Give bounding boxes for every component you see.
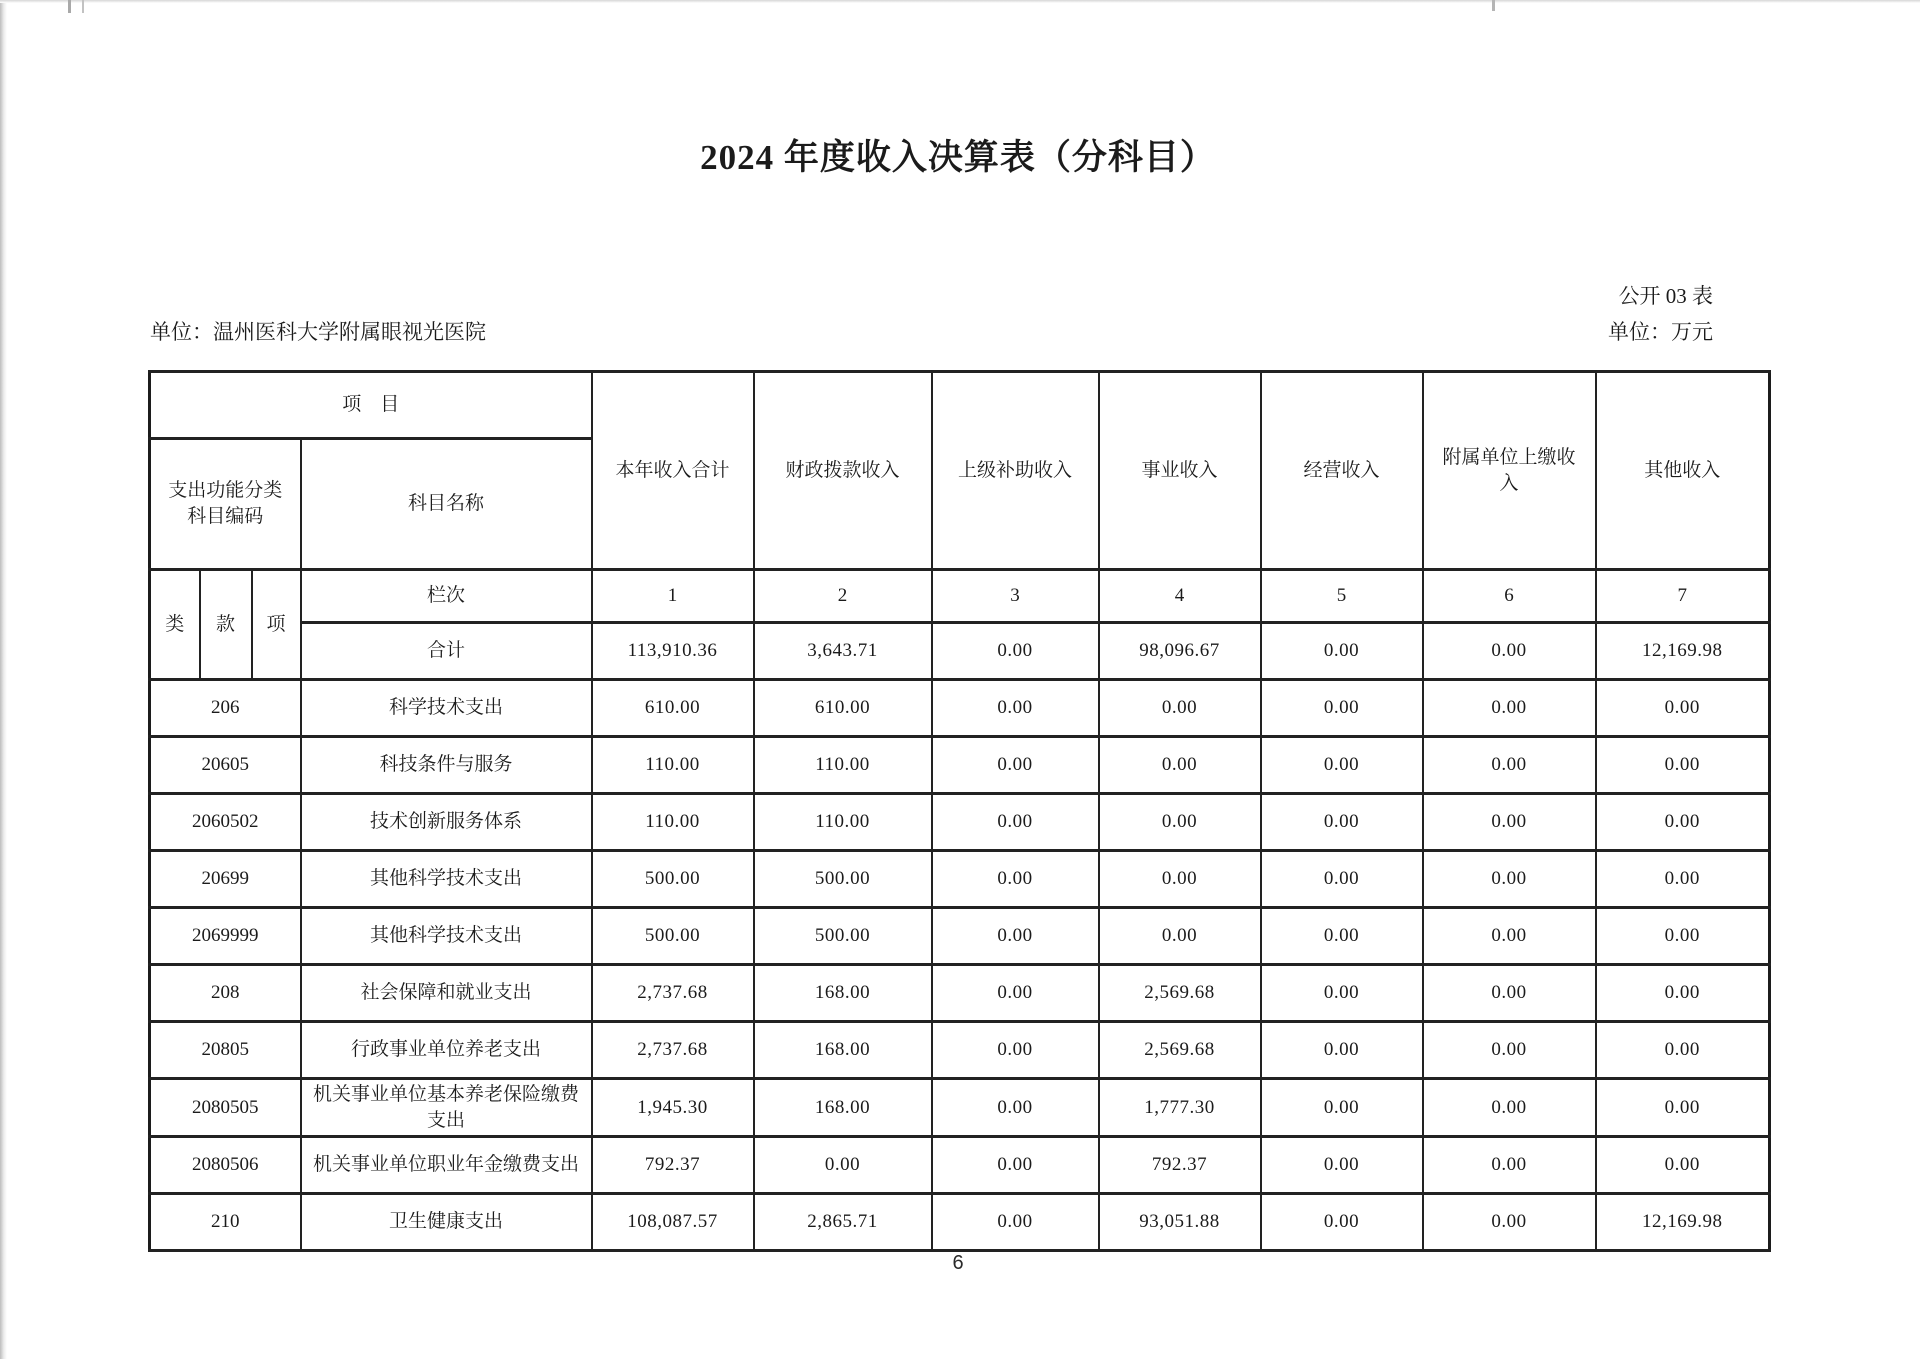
value-cell: 500.00 xyxy=(592,851,754,908)
column-number: 2 xyxy=(754,570,932,623)
header-item: 项 xyxy=(252,570,301,680)
value-cell: 1,777.30 xyxy=(1099,1079,1261,1137)
value-cell: 0.00 xyxy=(1099,908,1261,965)
value-cell: 610.00 xyxy=(754,680,932,737)
total-value: 113,910.36 xyxy=(592,623,754,680)
total-value: 0.00 xyxy=(1423,623,1596,680)
value-cell: 0.00 xyxy=(1596,908,1770,965)
code-cell: 2080506 xyxy=(150,1137,301,1194)
value-cell: 108,087.57 xyxy=(592,1194,754,1251)
total-row xyxy=(150,623,1770,680)
value-cell: 500.00 xyxy=(592,908,754,965)
header-sec: 款 xyxy=(200,570,252,680)
table-row xyxy=(150,1079,1770,1137)
value-cell: 0.00 xyxy=(1423,908,1596,965)
code-cell: 210 xyxy=(150,1194,301,1251)
value-cell: 0.00 xyxy=(1596,1079,1770,1137)
value-cell: 792.37 xyxy=(592,1137,754,1194)
value-cell: 0.00 xyxy=(1099,851,1261,908)
table-row xyxy=(150,1194,1770,1251)
header-row-project xyxy=(150,372,1770,439)
value-cell: 93,051.88 xyxy=(1099,1194,1261,1251)
name-cell: 卫生健康支出 xyxy=(301,1194,592,1251)
value-cell: 0.00 xyxy=(754,1137,932,1194)
value-cell: 0.00 xyxy=(1261,1079,1423,1137)
value-cell: 168.00 xyxy=(754,965,932,1022)
value-cell: 0.00 xyxy=(1423,737,1596,794)
header-col-operating: 经营收入 xyxy=(1261,372,1423,570)
code-cell: 2069999 xyxy=(150,908,301,965)
name-cell: 科技条件与服务 xyxy=(301,737,592,794)
value-cell: 0.00 xyxy=(1596,1137,1770,1194)
name-cell: 技术创新服务体系 xyxy=(301,794,592,851)
value-cell: 0.00 xyxy=(1261,794,1423,851)
value-cell: 0.00 xyxy=(1261,908,1423,965)
name-cell: 社会保障和就业支出 xyxy=(301,965,592,1022)
table-row xyxy=(150,737,1770,794)
header-col-superior: 上级补助收入 xyxy=(932,372,1099,570)
value-cell: 110.00 xyxy=(592,794,754,851)
value-cell: 610.00 xyxy=(592,680,754,737)
value-cell: 0.00 xyxy=(1423,794,1596,851)
value-cell: 168.00 xyxy=(754,1022,932,1079)
code-cell: 20699 xyxy=(150,851,301,908)
table-row xyxy=(150,1137,1770,1194)
code-cell: 20805 xyxy=(150,1022,301,1079)
value-cell: 2,865.71 xyxy=(754,1194,932,1251)
value-cell: 0.00 xyxy=(1099,794,1261,851)
value-cell: 0.00 xyxy=(1596,965,1770,1022)
table-row xyxy=(150,680,1770,737)
code-cell: 2060502 xyxy=(150,794,301,851)
total-value: 98,096.67 xyxy=(1099,623,1261,680)
header-col-fiscal: 财政拨款收入 xyxy=(754,372,932,570)
column-number: 5 xyxy=(1261,570,1423,623)
value-cell: 0.00 xyxy=(932,1137,1099,1194)
value-cell: 2,737.68 xyxy=(592,965,754,1022)
value-cell: 0.00 xyxy=(1423,1194,1596,1251)
value-cell: 0.00 xyxy=(1423,680,1596,737)
total-value: 3,643.71 xyxy=(754,623,932,680)
column-number: 7 xyxy=(1596,570,1770,623)
value-cell: 0.00 xyxy=(1596,851,1770,908)
code-cell: 208 xyxy=(150,965,301,1022)
table-row xyxy=(150,851,1770,908)
scan-artifact xyxy=(68,0,84,13)
name-cell: 机关事业单位职业年金缴费支出 xyxy=(301,1137,592,1194)
value-cell: 1,945.30 xyxy=(592,1079,754,1137)
column-number-row xyxy=(150,570,1770,623)
value-cell: 0.00 xyxy=(1261,965,1423,1022)
header-func-code-label: 支出功能分类科目编码 xyxy=(168,480,283,527)
value-cell: 2,569.68 xyxy=(1099,965,1261,1022)
value-cell: 0.00 xyxy=(1099,737,1261,794)
table-row xyxy=(150,908,1770,965)
page-title: 2024 年度收入决算表（分科目） xyxy=(700,138,1216,177)
value-cell: 0.00 xyxy=(1596,737,1770,794)
name-cell: 机关事业单位基本养老保险缴费支出 xyxy=(301,1079,592,1137)
header-col-business: 事业收入 xyxy=(1099,372,1261,570)
value-cell: 2,737.68 xyxy=(592,1022,754,1079)
value-cell: 110.00 xyxy=(754,737,932,794)
name-cell: 科学技术支出 xyxy=(301,680,592,737)
header-col-affiliated xyxy=(1423,372,1596,570)
table-row xyxy=(150,794,1770,851)
value-cell: 0.00 xyxy=(932,1022,1099,1079)
value-cell: 0.00 xyxy=(1596,680,1770,737)
value-cell: 0.00 xyxy=(1423,1022,1596,1079)
column-number: 1 xyxy=(592,570,754,623)
name-cell: 行政事业单位养老支出 xyxy=(301,1022,592,1079)
scan-edge-shadow xyxy=(0,0,7,1359)
rank-label: 栏次 xyxy=(301,570,592,623)
value-cell: 0.00 xyxy=(1423,1079,1596,1137)
code-cell: 206 xyxy=(150,680,301,737)
column-number: 4 xyxy=(1099,570,1261,623)
value-cell: 0.00 xyxy=(1423,851,1596,908)
page-number: 6 xyxy=(952,1252,964,1274)
value-cell: 0.00 xyxy=(1261,1137,1423,1194)
value-cell: 110.00 xyxy=(592,737,754,794)
value-cell: 168.00 xyxy=(754,1079,932,1137)
column-number: 3 xyxy=(932,570,1099,623)
header-col-total: 本年收入合计 xyxy=(592,372,754,570)
total-value: 12,169.98 xyxy=(1596,623,1770,680)
table-row xyxy=(150,1022,1770,1079)
value-cell: 0.00 xyxy=(1261,737,1423,794)
value-cell: 0.00 xyxy=(932,680,1099,737)
value-cell: 0.00 xyxy=(1596,794,1770,851)
document-page xyxy=(148,0,1768,1274)
header-project: 项 目 xyxy=(150,372,592,439)
value-cell: 0.00 xyxy=(932,965,1099,1022)
unit-name: 单位：温州医科大学附属眼视光医院 xyxy=(150,320,486,344)
total-value: 0.00 xyxy=(932,623,1099,680)
name-cell: 其他科学技术支出 xyxy=(301,908,592,965)
value-cell: 0.00 xyxy=(1261,680,1423,737)
unit-currency: 单位：万元 xyxy=(1608,320,1713,344)
value-cell: 0.00 xyxy=(932,851,1099,908)
column-number: 6 xyxy=(1423,570,1596,623)
value-cell: 0.00 xyxy=(1261,1022,1423,1079)
value-cell: 0.00 xyxy=(1099,680,1261,737)
name-cell: 其他科学技术支出 xyxy=(301,851,592,908)
value-cell: 110.00 xyxy=(754,794,932,851)
meta-row xyxy=(148,316,1768,346)
income-statement-table xyxy=(148,370,1771,1252)
value-cell: 792.37 xyxy=(1099,1137,1261,1194)
header-func-code xyxy=(150,439,301,570)
value-cell: 500.00 xyxy=(754,908,932,965)
code-cell: 2080505 xyxy=(150,1079,301,1137)
total-label: 合计 xyxy=(301,623,592,680)
value-cell: 0.00 xyxy=(1261,1194,1423,1251)
value-cell: 0.00 xyxy=(932,908,1099,965)
value-cell: 500.00 xyxy=(754,851,932,908)
value-cell: 0.00 xyxy=(1596,1022,1770,1079)
value-cell: 0.00 xyxy=(932,737,1099,794)
header-col-other: 其他收入 xyxy=(1596,372,1770,570)
total-value: 0.00 xyxy=(1261,623,1423,680)
value-cell: 0.00 xyxy=(1261,851,1423,908)
value-cell: 0.00 xyxy=(1423,965,1596,1022)
value-cell: 0.00 xyxy=(932,794,1099,851)
header-subject-name: 科目名称 xyxy=(301,439,592,570)
header-col-affiliated-label: 附属单位上缴收入 xyxy=(1442,446,1576,494)
value-cell: 2,569.68 xyxy=(1099,1022,1261,1079)
value-cell: 12,169.98 xyxy=(1596,1194,1770,1251)
header-cat: 类 xyxy=(150,570,200,680)
code-cell: 20605 xyxy=(150,737,301,794)
table-row xyxy=(150,965,1770,1022)
form-code: 公开 03 表 xyxy=(1618,284,1713,308)
value-cell: 0.00 xyxy=(1423,1137,1596,1194)
value-cell: 0.00 xyxy=(932,1194,1099,1251)
value-cell: 0.00 xyxy=(932,1079,1099,1137)
